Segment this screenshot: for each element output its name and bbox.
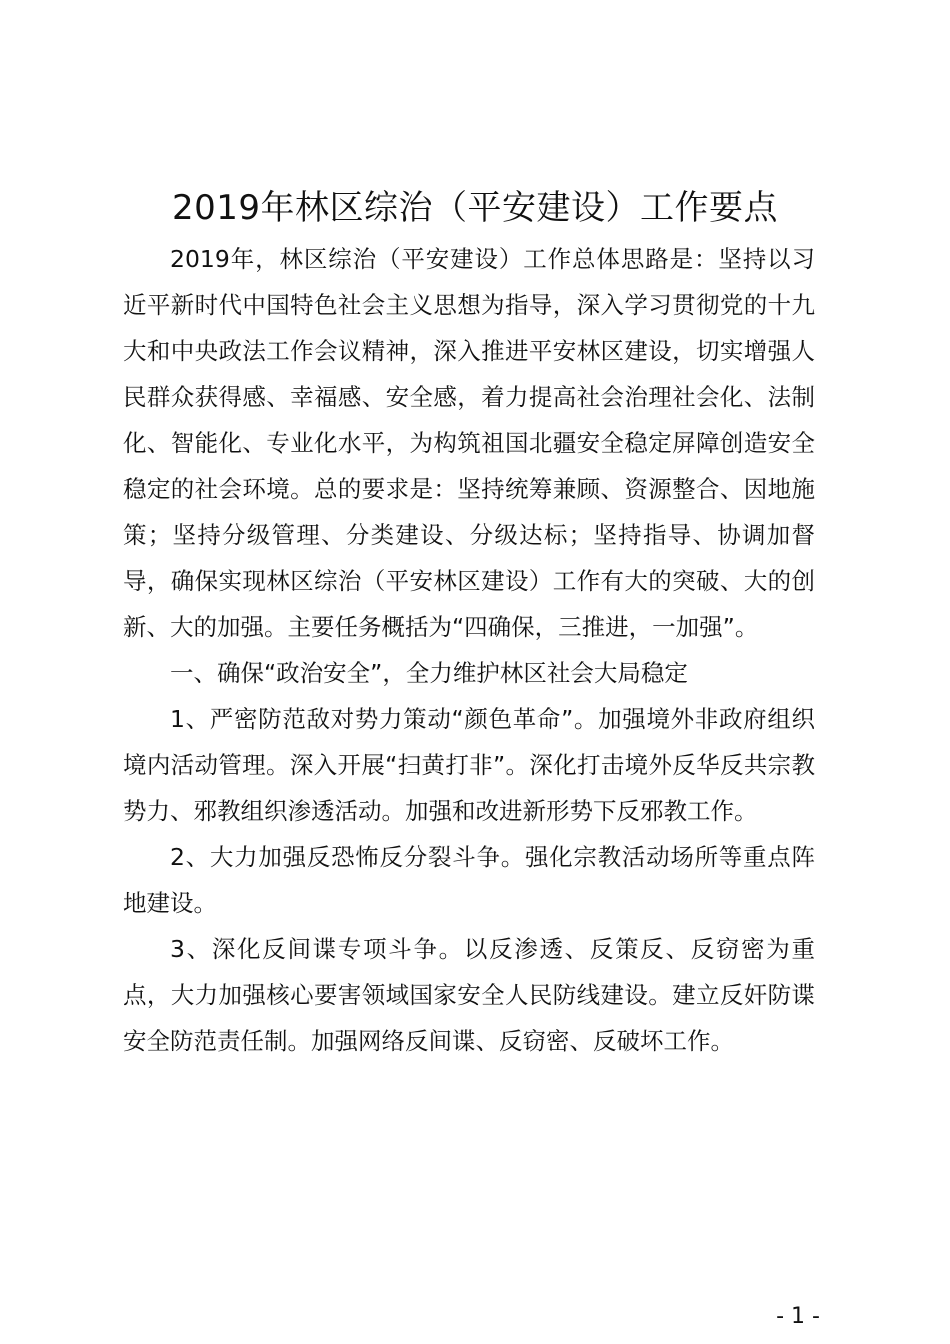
paragraph-item-3: 3、深化反间谍专项斗争。以反渗透、反策反、反窃密为重点，大力加强核心要害领域国家安全人民防线建设。建立反奸防谍安全防范责任制。加强网络反间谍、反窃密、反破坏工作。	[123, 935, 815, 1055]
paragraph-item-1: 1、严密防范敌对势力策动“颜色革命”。加强境外非政府组织境内活动管理。深入开展“扫黄打非”。深化打击境外反华反共宗教势力、邪教组织渗透活动。加强和改进新形势下反邪教工作。	[123, 705, 815, 825]
page-number: - 1 -	[776, 1304, 820, 1329]
paragraph-intro: 2019年，林区综治（平安建设）工作总体思路是：坚持以习近平新时代中国特色社会主义思想为指导，深入学习贯彻党的十九大和中央政法工作会议精神，深入推进平安林区建设，切实增强人民群众获得感、幸福感、安全感，着力提高社会治理社会化、法制化、智能化、专业化水平，为构筑祖国北疆安全稳定屏障创造安全稳定的社会环境。总的要求是：坚持统筹兼顾、资源整合、因地施策；坚持分级管理、分类建设、分级达标；坚持指导、协调加督导，确保实现林区综治（平安林区建设）工作有大的突破、大的创新、大的加强。主要任务概括为“四确保，三推进，一加强”。	[123, 245, 815, 641]
document-body	[123, 236, 815, 1064]
section-heading-1: 一、确保“政治安全”，全力维护林区社会大局稳定	[170, 659, 688, 687]
document-title: 2019年林区综治（平安建设）工作要点	[171, 188, 779, 228]
paragraph-item-2: 2、大力加强反恐怖反分裂斗争。强化宗教活动场所等重点阵地建设。	[123, 843, 815, 917]
